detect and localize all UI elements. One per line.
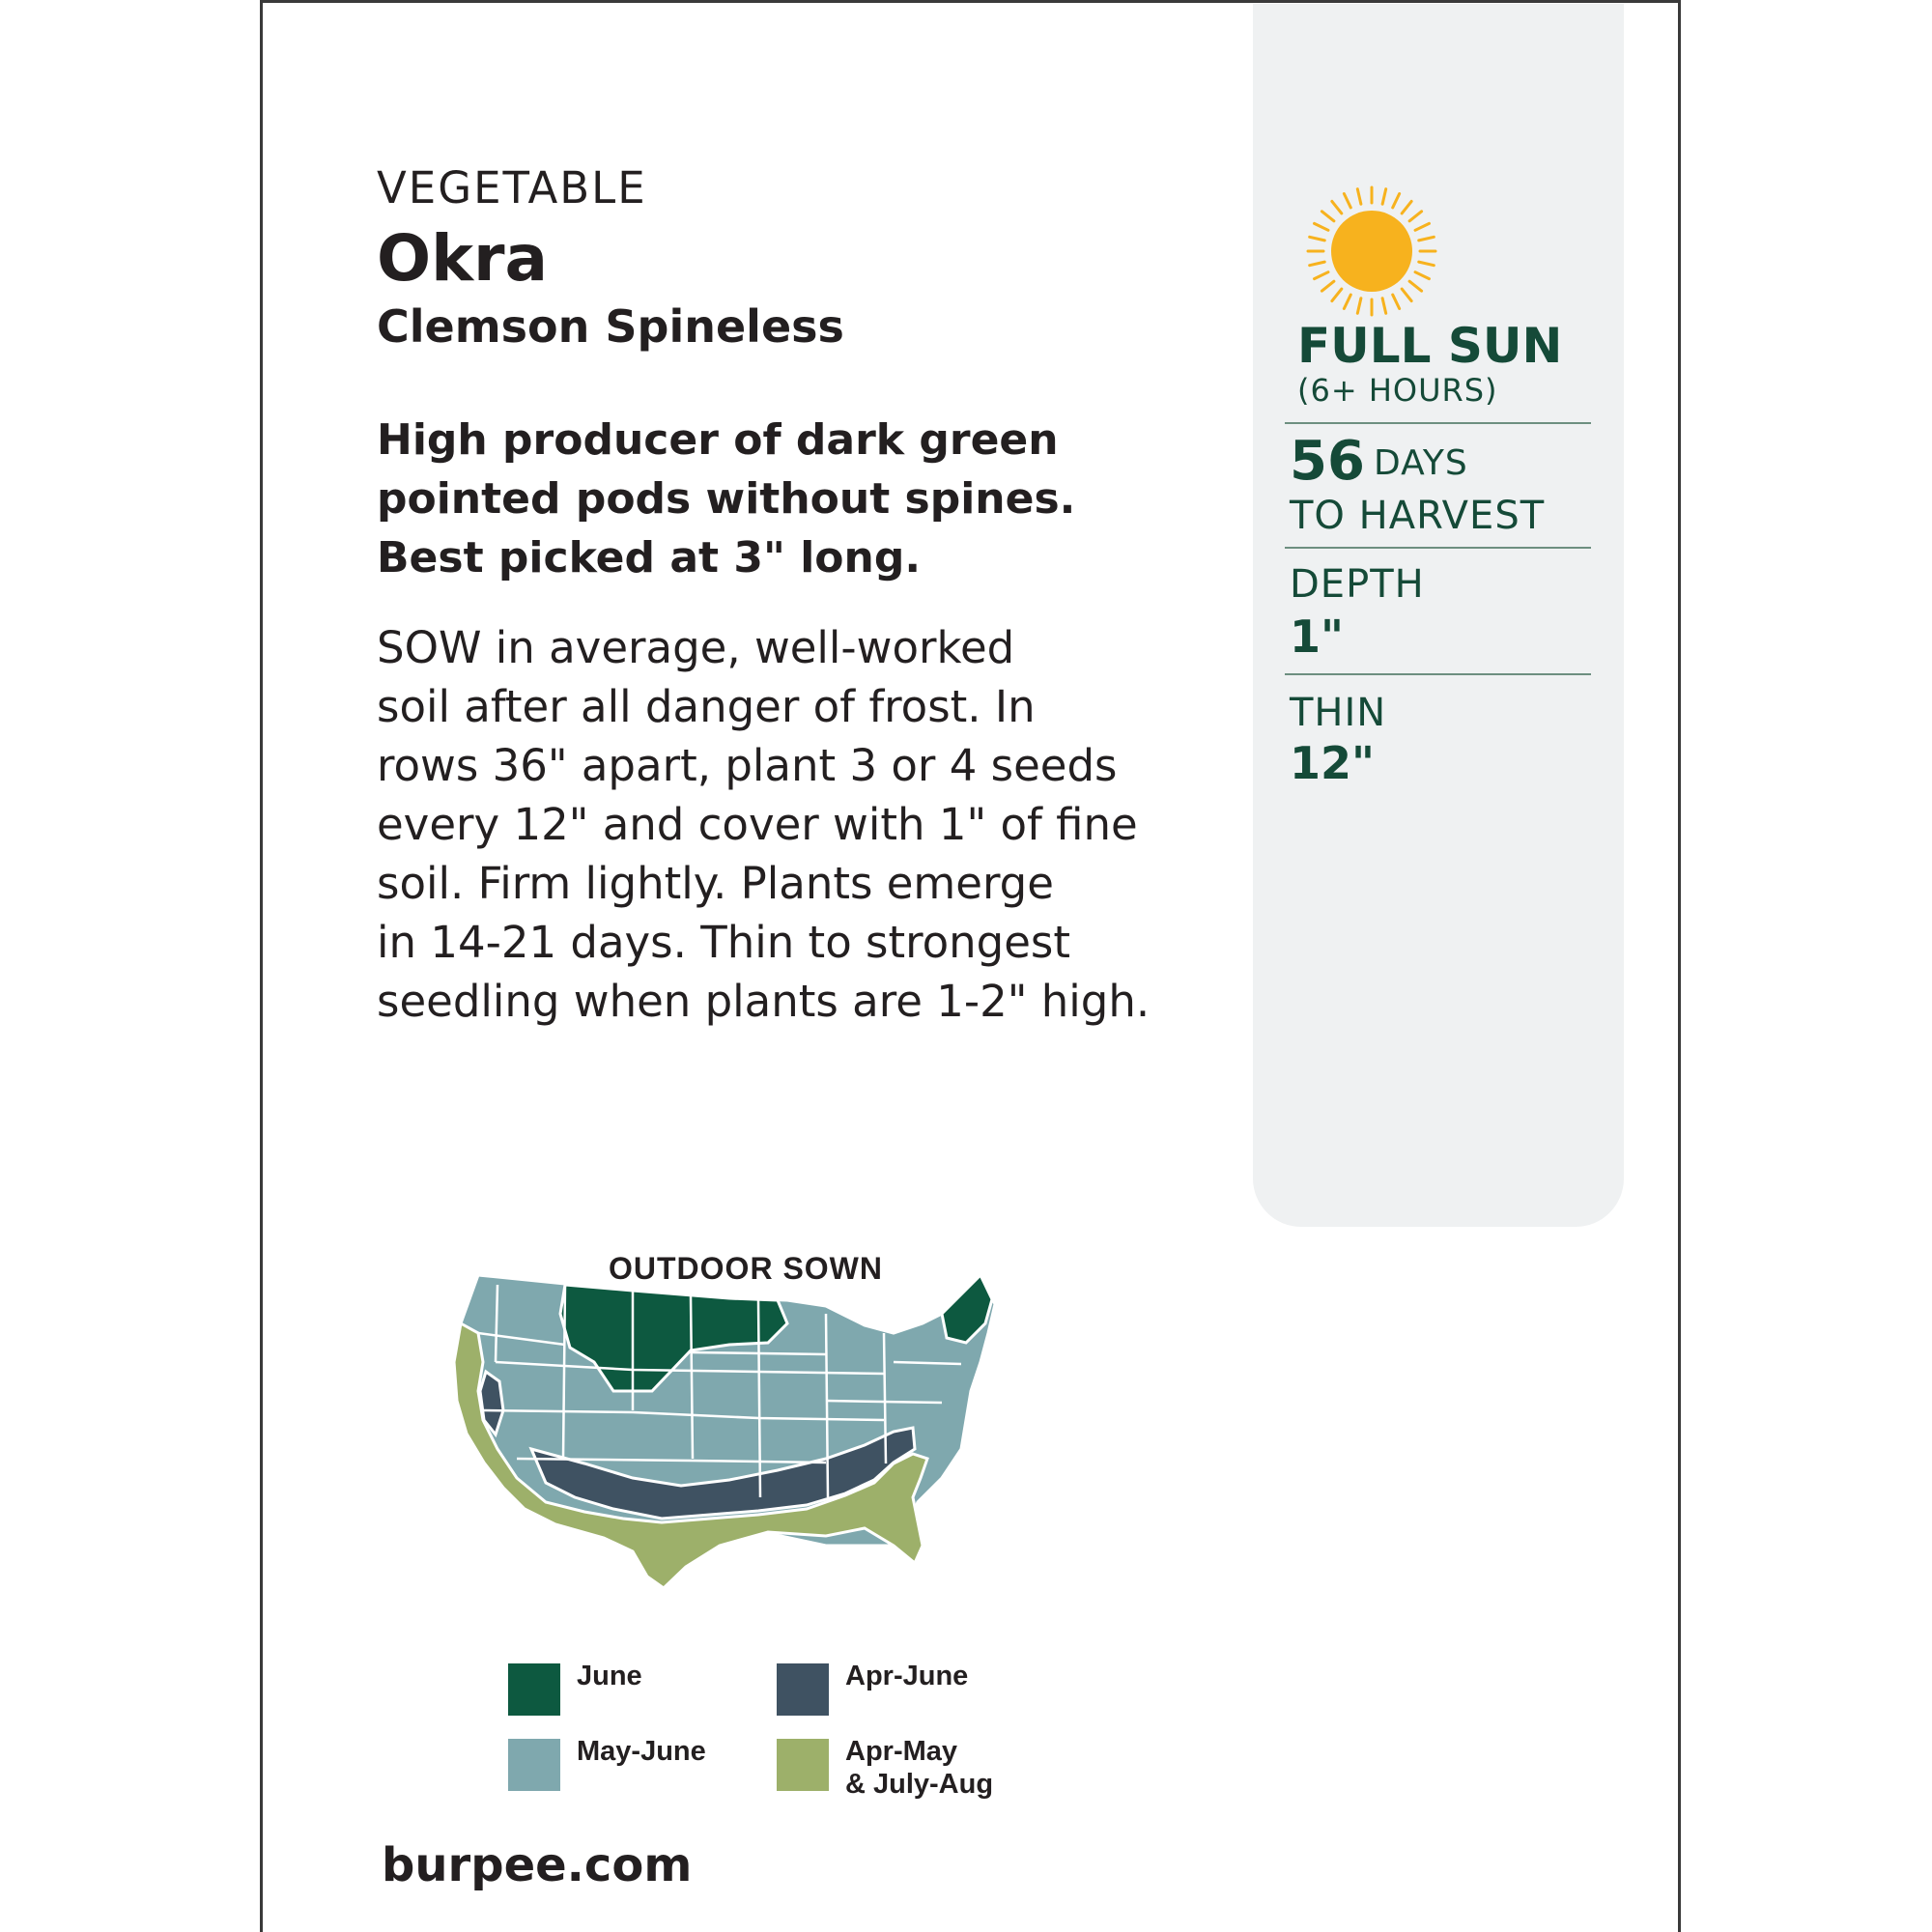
tagline bbox=[377, 411, 1169, 587]
sow-line: in 14-21 days. Thin to strongest bbox=[377, 917, 1071, 968]
sow-line: SOW in average, well-worked bbox=[377, 622, 1015, 673]
sun-ray bbox=[1409, 212, 1422, 221]
tagline-line: Best picked at 3" long. bbox=[377, 533, 922, 582]
legend-label-apr-may-july-aug bbox=[845, 1735, 993, 1801]
sun-ray bbox=[1321, 281, 1334, 291]
days-label: DAYS bbox=[1374, 443, 1468, 483]
sun-ray bbox=[1315, 223, 1328, 230]
sun-ray bbox=[1382, 189, 1386, 205]
legend-swatch-june bbox=[508, 1663, 560, 1716]
sun-ray bbox=[1310, 262, 1325, 266]
sun-ray bbox=[1310, 237, 1325, 241]
sun-requirement: FULL SUN bbox=[1297, 318, 1563, 374]
sun-ray bbox=[1315, 272, 1328, 279]
divider bbox=[1285, 422, 1591, 424]
sun-ray bbox=[1419, 262, 1435, 266]
legend-label-may-june: May-June bbox=[577, 1736, 706, 1767]
sun-hours: (6+ HOURS) bbox=[1297, 372, 1498, 409]
divider bbox=[1285, 547, 1591, 549]
sun-ray bbox=[1321, 212, 1334, 221]
sun-ray bbox=[1419, 237, 1435, 241]
thin-label: THIN bbox=[1290, 691, 1387, 735]
legend-swatch-apr-may-july-aug bbox=[777, 1739, 829, 1791]
legend-label-line: & July-Aug bbox=[845, 1769, 994, 1800]
legend-swatch-may-june bbox=[508, 1739, 560, 1791]
sun-ray bbox=[1357, 189, 1361, 205]
sow-line: soil after all danger of frost. In bbox=[377, 681, 1036, 732]
website-url: burpee.com bbox=[382, 1838, 693, 1892]
sun-ray bbox=[1332, 201, 1342, 213]
plant-name: Okra bbox=[377, 221, 549, 296]
tagline-line: pointed pods without spines. bbox=[377, 474, 1076, 524]
sun-icon bbox=[1304, 184, 1439, 319]
divider bbox=[1285, 673, 1591, 675]
tagline-line: High producer of dark green bbox=[377, 415, 1059, 465]
sun-ray bbox=[1415, 272, 1429, 279]
sun-ray bbox=[1402, 201, 1411, 213]
sun-ray bbox=[1393, 194, 1400, 208]
sun-ray bbox=[1344, 194, 1350, 208]
to-harvest-label: TO HARVEST bbox=[1290, 494, 1546, 538]
sowing-instructions bbox=[377, 618, 1208, 1031]
days-to-harvest-number: 56 bbox=[1290, 430, 1365, 493]
thin-value: 12" bbox=[1290, 737, 1375, 789]
sun-ray bbox=[1344, 295, 1350, 308]
depth-label: DEPTH bbox=[1290, 562, 1425, 607]
sow-line: every 12" and cover with 1" of fine bbox=[377, 799, 1138, 850]
variety-name: Clemson Spineless bbox=[377, 300, 844, 353]
sun-ray bbox=[1332, 289, 1342, 301]
legend-label-june: June bbox=[577, 1661, 642, 1691]
sun-ray bbox=[1357, 298, 1361, 314]
sow-line: seedling when plants are 1-2" high. bbox=[377, 976, 1151, 1027]
legend-label-line: Apr-May bbox=[845, 1736, 958, 1767]
category-label: VEGETABLE bbox=[377, 162, 647, 213]
map-title: OUTDOOR SOWN bbox=[609, 1251, 883, 1286]
sun-ray bbox=[1415, 223, 1429, 230]
sun-ray bbox=[1393, 295, 1400, 308]
sun-ray bbox=[1402, 289, 1411, 301]
legend-label-apr-june: Apr-June bbox=[845, 1661, 969, 1691]
us-sowing-map bbox=[440, 1256, 1087, 1662]
sow-line: rows 36" apart, plant 3 or 4 seeds bbox=[377, 740, 1118, 791]
sun-ray bbox=[1409, 281, 1422, 291]
depth-value: 1" bbox=[1290, 611, 1344, 663]
sow-line: soil. Firm lightly. Plants emerge bbox=[377, 858, 1054, 909]
legend-swatch-apr-june bbox=[777, 1663, 829, 1716]
sun-ray bbox=[1382, 298, 1386, 314]
